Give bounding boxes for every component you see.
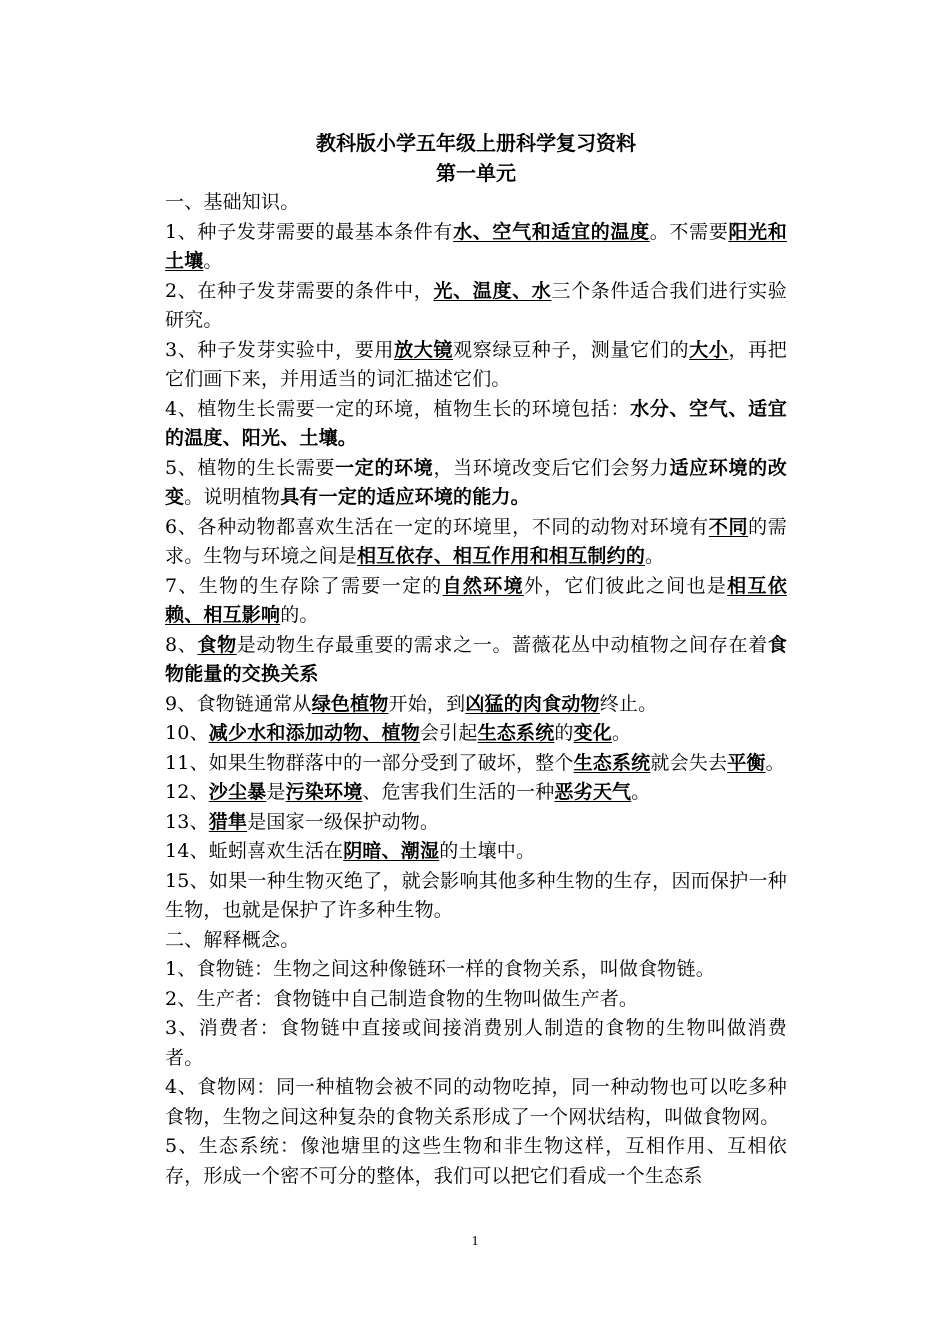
emphasis-text: 水分、空气、适宜的温度、阳光、土壤。 [165,397,787,449]
paragraph [165,454,787,513]
emphasis-text: 食物能量的交换关系 [165,633,788,685]
paragraph [165,719,787,749]
text-run: 3、种子发芽实验中，要用 [165,338,395,361]
text-run: 2、生产者：食物链中自己制造食物的生物叫做生产者。 [165,987,639,1010]
text-run: 11、如果生物群落中的一部分受到了破坏，整个 [165,751,574,774]
key-term: 变化 [573,722,613,744]
key-term: 不同 [708,515,749,538]
key-term: 放大镜 [394,338,454,361]
paragraph [165,867,787,926]
emphasis-text: 一定的环境 [335,456,434,479]
text-run: 是动物生存最重要的需求之一。蔷薇花丛中动植物之间存在着 [236,633,768,656]
paragraph [165,336,787,395]
document-page [165,128,787,1191]
key-term: 猎隼 [208,810,248,833]
document-title: 教科版小学五年级上册科学复习资料 [316,131,636,155]
text-run: 7、生物的生存除了需要一定的 [165,574,443,597]
text-run: 9、食物链通常从 [165,692,312,715]
text-run: 4、植物生长需要一定的环境，植物生长的环境包括： [165,397,631,420]
key-term: 光、温度、水 [433,279,552,302]
key-term: 生态系统 [573,751,651,774]
text-run: 6、各种动物都喜欢生活在一定的环境里，不同的动物对环境有 [165,515,709,538]
text-run: 8、 [165,633,198,656]
text-run: 13、 [165,810,209,833]
paragraph [165,749,787,779]
paragraph [165,218,787,277]
text-run: 的需求。生物与环境之间是 [165,515,787,567]
text-run: 二、解释概念。 [165,928,300,951]
text-run: 的土壤中。 [439,840,536,862]
text-run: 14、蚯蚓喜欢生活在 [165,840,344,862]
key-term: 凶猛的肉食动物 [465,692,600,715]
paragraph [165,837,787,867]
text-run: ，再把它们画下来，并用适当的词汇描述它们。 [165,338,788,390]
paragraph [165,631,787,690]
text-run: 10、 [165,722,209,744]
text-run: 终止。 [599,692,658,715]
text-run: 5、生态系统：像池塘里的这些生物和非生物这样，互相作用、互相依存，形成一个密不可分的整体，我们可以把它们看成一个生态系 [165,1135,787,1187]
text-run: ，当环境改变后它们会努力 [433,456,670,479]
text-run: 是 [266,781,286,803]
text-run: 4、食物网：同一种植物会被不同的动物吃掉，同一种动物也可以吃多种食物，生物之间这种复杂的食物关系形成了一个网状结构，叫做食物网。 [165,1076,787,1128]
key-term: 大小 [689,338,729,361]
text-run: 。 [645,545,665,567]
text-run: 、危害我们生活的一种 [362,781,555,803]
paragraph [165,1014,787,1073]
text-run: 。不需要 [649,220,729,243]
key-term: 相互依赖、相互影响 [165,574,787,626]
document-body [165,188,787,1191]
emphasis-text: 适应环境的改变 [165,456,788,508]
text-run: 1、食物链：生物之间这种像链环一样的食物关系，叫做食物链。 [165,958,715,980]
text-run: 的 [554,722,574,744]
paragraph [165,1073,787,1132]
text-run: 5、植物的生长需要 [165,456,336,479]
text-run: 一、基础知识。 [165,191,300,213]
text-run: 2、在种子发芽需要的条件中， [165,279,434,302]
paragraph [165,572,787,631]
text-run: 三个条件适合我们进行实验研究。 [165,279,787,331]
key-term: 相互依存、相互作用和相互制约的 [357,545,646,567]
key-term: 绿色植物 [311,692,389,715]
text-run: 。 [612,722,632,744]
paragraph [165,985,787,1015]
text-run: 。说明植物 [184,486,281,508]
text-run: 3、消费者：食物链中直接或间接消费别人制造的食物的生物叫做消费者。 [165,1017,787,1069]
paragraph [165,1132,787,1191]
key-term: 减少水和添加动物、植物 [208,722,420,744]
text-run: 。 [203,250,223,272]
paragraph [165,778,787,808]
text-run: 就会失去 [650,751,728,774]
text-run: 15、如果一种生物灭绝了，就会影响其他多种生物的生存，因而保护一种生物，也就是保护了许多种生物。 [165,869,787,921]
paragraph [165,926,787,956]
key-term: 水、空气和适宜的温度 [453,220,650,243]
paragraph [165,513,787,572]
text-run: 1、种子发芽需要的最基本条件有 [165,220,454,243]
emphasis-text: 具有一定的适应环境的能力。 [280,486,530,508]
key-term: 阴暗、潮湿 [343,840,440,862]
text-run: 的。 [280,604,319,626]
key-term: 阳光和土壤 [165,220,787,272]
text-run: 观察绿豆种子，测量它们的 [453,338,690,361]
key-term: 恶劣天气 [554,781,632,803]
key-term: 生态系统 [477,722,555,744]
page-number: 1 [471,1234,479,1249]
text-run: 12、 [165,781,209,803]
text-run: 是国家一级保护动物。 [247,810,440,833]
paragraph [165,690,787,720]
key-term: 沙尘暴 [208,781,267,803]
paragraph [165,955,787,985]
text-run: 。 [765,751,785,774]
paragraph [165,188,787,218]
text-run: 。 [631,781,651,803]
text-run: 外，它们彼此之间也是 [523,574,728,597]
paragraph [165,395,787,454]
key-term: 污染环境 [285,781,363,803]
text-run: 开始，到 [388,692,466,715]
unit-heading: 第一单元 [436,161,516,185]
paragraph [165,808,787,838]
key-term: 自然环境 [442,574,524,597]
text-run: 会引起 [419,722,478,744]
key-term: 平衡 [727,751,766,774]
paragraph [165,277,787,336]
key-term: 食物 [197,633,237,656]
